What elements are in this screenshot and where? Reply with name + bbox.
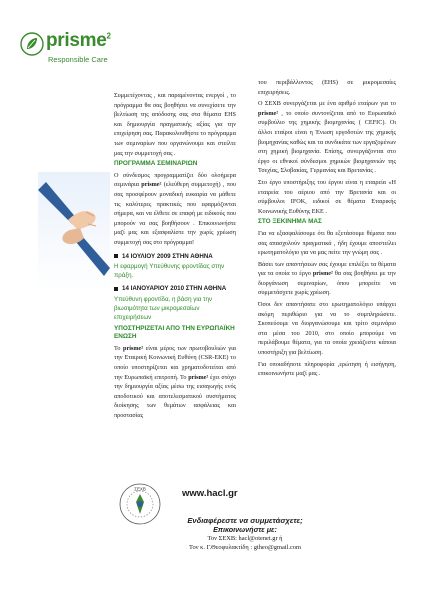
footer-question: Ενδιαφέρεστε να συμμετάσχετε; [187,516,303,525]
intro-paragraph: Συμμετέχοντας , και παραμένοντας ενεργοί , το πρόγραμμα θα σας βοηθήσει να συνεχίσετε την βελτίωση της απόδοσης σας στα θέματα EHS και δημιουργία πραγματικής αξίας για την επιχείρηση σας. Παρακολουθήστε το πρόγραμμα των σεμιναρίων που οργανώνουμε και στείλτε μας την συμμετοχή σας . [114,92,236,157]
website-link[interactable]: www.hacl.gr [182,488,238,499]
seminar-date-1: 14 ΙΟΥΛΙΟΥ 2009 ΣΤΗΝ ΑΘΗΝΑ [114,252,236,262]
partners-paragraph: Ο ΣΕΧΒ συνεργάζεται με ένα αριθμό εταίρων για το prisme² , το οποίο συντονίζεται από το Ευρωπαϊκό συμβούλιο της χημικής βιομηχανίας ( CEFIC). Οι άλλοι εταίροι είναι η Ένωση εργοδοτών της χημικής βιομηχανίας καθώς και τα συνδικάτα των εργαζομένων στη χημική βιομηχανία. Επίσης, συνεργάζονται στο έργο οι εθνικοί σύνδεσμοι χημικών βιομηχανιών της Τσεχίας, Σλοβακίας, Γερμανίας και Βρετανίας . [258,100,396,175]
seminar-date-2-topic: Υπεύθυνη φροντίδα, η βάση για την βιωσιμότητα των μικρομεσαίων επιχειρήσεων [114,295,212,321]
logo-wordmark: prisme$^2$ [46,30,111,51]
prisme-leaf-icon [20,32,44,56]
seal-text: ΣΕΧΒ [134,486,146,492]
right-column [258,78,396,381]
left-column [114,91,236,423]
continued-paragraph: του περιβάλλοντος (EHS) σε μικρομεσαίες επιχειρήσεις. [258,79,396,96]
handshake-illustration [38,172,110,292]
start-paragraph-2: Βάσει των απαντήσεων σας έχουμε επιλέξει τα θέματα για τα οποία το έργο prisme² θα σας βοηθήσει με την διοργάνωση σεμιναρίων, όπου μπορείτε να συμμετάσχετε χωρίς χρέωση. [258,260,396,297]
eu-heading: ΥΠΟΣΤΗΡΙΖΕΤΑΙ ΑΠΟ ΤΗΝ ΕΥΡΩΠΑΪΚΗ ΕΝΩΣΗ [114,324,235,341]
seminar-date-1-topic: Η εφαρμογή Υπεύθυνης φροντίδας στην πράξη. [114,263,225,280]
seminars-heading: ΠΡΟΓΡΑΜΜΑ ΣΕΜΙΝΑΡΙΩΝ [114,160,198,168]
footer-contact [130,516,360,552]
footer-contact-sexv[interactable]: Τον ΣΕΧΒ: hacl@otenet.gr ή [207,535,283,542]
footer-contact-person[interactable]: Τον κ. Γ.Θεοφυλακτίδη : gtheo@gmail.com [189,544,301,551]
eu-paragraph: Το prisme² είναι μέρος των πρωτοβουλιών για την Εταιρική Κοινωνική Ευθύνη (CSR-EKE) το οποίο υποστηρίζεται και χρηματοδοτείται από την Ευρωπαϊκή επιτροπή. Το prisme² έχει στόχο την δημιουργία αξίας μέσω της εισαγωγής ενός αποδοτικού και αποτελεσματικού συστήματος διοίκησης των θεμάτων ασφάλειας και προστασίας [114,344,236,420]
footer-contact-label: Επικοινωνήστε με: [213,525,277,534]
start-paragraph-3: Όσοι δεν απαντήσατε στο ερωτηματολόγιο υπάρχει ακόμη περιθώριο για να το συμπληρώσετε. Σκοπεύουμε να διοργανώσουμε και τρίτο σεμινάριο στα μέσα του 2010, στο οποίο μπορούμε να περιλάβουμε θέματα, για τα οποία χρειάζεστε κάποια υποστήριξη για βελτίωση. [258,301,396,357]
logo-tagline: Responsible Care [48,55,108,64]
support-paragraph: Στο έργο υποστήριξης του έργου είναι η εταιρεία «Η εταιρεία του αέριου από την Βρετανία και οι σύμβουλοι IFOK, ειδικοί σε θέματα Εταιρικής Κοινωνικής Ευθύνης EKE . [258,178,396,215]
start-heading: ΣΤΟ ΞΕΚΙΝΗΜΑ ΜΑΣ [258,218,322,226]
seminar-date-2: 14 ΙΑΝΟΥΑΡΙΟΥ 2010 ΣΤΗΝ ΑΘΗΝΑ [114,284,236,294]
bullet-square-icon [114,287,118,291]
start-paragraph-1: Για να εξασφαλίσουμε ότι θα εξετάσουμε θέματα που σας απασχολούν πραγματικά , ήδη έχουμε αποστείλει ερωτηματολόγιο για να μας πείτε την γνώμη σας . [258,229,396,257]
prisme-logo [20,30,130,70]
bullet-square-icon [114,254,118,258]
seminars-paragraph: Ο σύνδεσμος προγραμματίζει δύο ολοήμερα σεμινάρια prisme² (ελεύθερη συμμετοχή) , που σας προσφέρουν μοναδική ευκαιρία να μάθετε τις καλύτερες πρακτικές που εφαρμόζονται σήμερα, και να έλθετε σε επαφή με ειδικούς που μπορούν να σας βοηθήσουν . Επικοινωνήστε μαζί μας και εξασφαλίστε την χωρίς χρέωση συμμετοχή σας στο πρόγραμμα! [114,171,237,246]
start-paragraph-4: Για οποιαδήποτε πληροφορία ,ερώτηση ή εισήγηση, επικοινωνήστε μαζί μας . [258,360,396,378]
